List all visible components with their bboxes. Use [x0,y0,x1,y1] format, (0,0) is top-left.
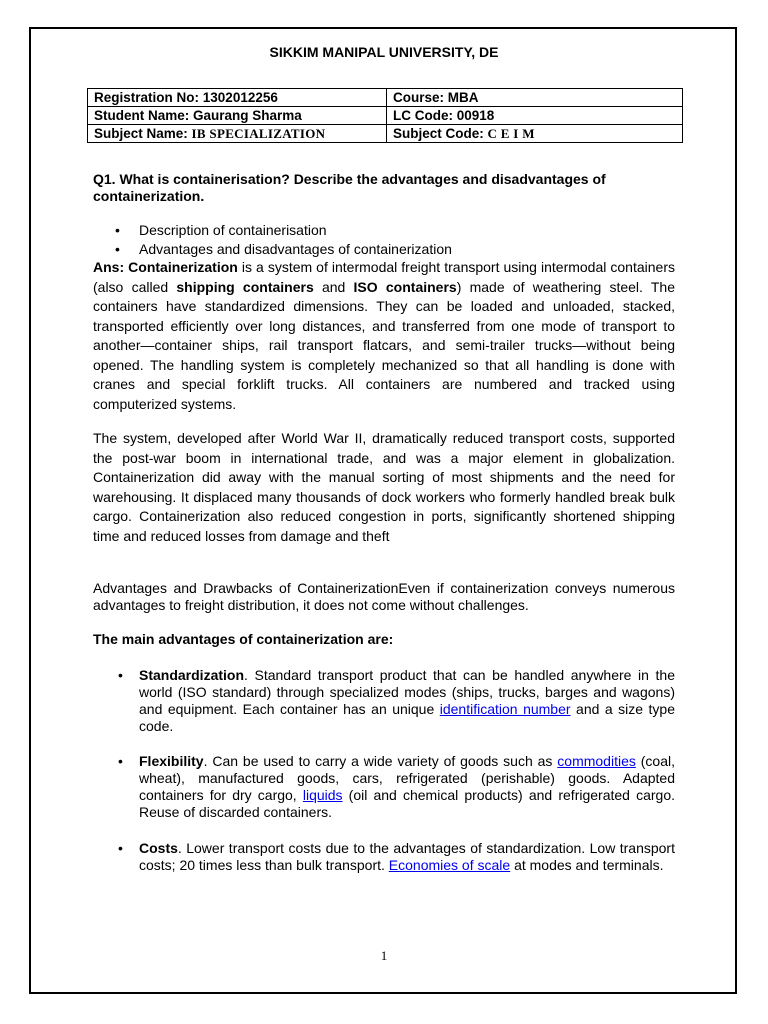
advantage-standardization [139,667,675,735]
advantage-text: . Can be used to carry a wide variety of goods such as [203,753,558,769]
liquids-link[interactable]: liquids [302,787,343,803]
answer-term: Containerization [128,259,238,275]
table-row [88,107,683,125]
course-value: MBA [447,89,479,105]
bullet-item: Advantages and disadvantages of containerization [139,241,452,257]
table-row [88,125,683,143]
advantage-text: (coal, wheat), manufactured goods, cars, refrigerated (perishable) goods. Adapted containers for dry cargo, [139,753,675,803]
answer-label: Ans: [93,259,125,275]
bullet-icon: • [115,222,120,238]
table-row [88,89,683,107]
drawbacks-paragraph: Advantages and Drawbacks of ContainerizationEven if containerization conveys numerous advantages to freight distribution, it does not come without challenges. [93,580,675,613]
student-name-value: Gaurang Sharma [193,107,302,123]
advantage-title: Flexibility [139,753,204,769]
advantage-costs [139,840,675,874]
advantage-title: Costs [139,840,178,856]
course-cell [387,89,683,107]
lc-code-cell [387,107,683,125]
answer-paragraph [93,258,675,414]
subject-code-label: Subject Code: [393,125,484,141]
bullet-icon: • [118,840,123,856]
lc-code-label: LC Code: [393,107,453,123]
identification-number-link[interactable]: identification number [439,701,571,717]
answer-text: ) made of weathering steel. The containers have standardized dimensions. They can be loaded and unloaded, stacked, transported efficiently over long distances, and transferred from one mode of transport to another—container ships, rail transport flatcars, and semi-trailer trucks—without being opened. The handling system is completely mechanized so that all handling is done with cranes and special forklift trucks. All containers are numbered and tracked using computerized systems. [93,278,676,412]
advantage-flexibility [139,753,675,821]
answer-term: shipping containers [176,278,314,295]
student-name-label: Student Name: [94,107,190,123]
bullet-icon: • [115,241,120,257]
course-label: Course: [393,89,445,105]
student-info-table [87,88,683,143]
bullet-icon: • [118,667,123,683]
answer-term: ISO containers [353,278,457,295]
question-heading: Q1. What is containerisation? Describe the advantages and disadvantages of containerization. [93,171,606,204]
subject-name-value: IB SPECIALIZATION [191,125,326,141]
lc-code-value: 00918 [456,107,495,123]
answer-text: and [313,278,354,295]
registration-label: Registration No: [94,89,200,105]
advantage-text: . Lower transport costs due to the advantages of standardization. Low transport costs; 20 times less than bulk transport. [139,840,675,873]
commodities-link[interactable]: commodities [557,753,636,769]
advantage-title: Standardization [139,667,245,683]
history-paragraph: The system, developed after World War II, dramatically reduced transport costs, supported the post-war boom in international trade, and was a major element in globalization. Containerization did away with the manual sorting of most shipments and the need for warehousing. It displaced many thousands of dock workers who formerly handled break bulk cargo. Containerization also reduced congestion in ports, significantly shortened shipping time and reduced losses from damage and theft [93,430,675,544]
bullet-item: Description of containerisation [139,222,327,238]
student-name-cell [88,107,387,125]
subject-name-cell [88,125,387,143]
answer-text: is a system of intermodal freight transport using intermodal containers (also called [93,259,675,295]
advantage-text: and a size type code. [139,701,676,734]
subject-code-cell [387,125,683,143]
advantage-text: (oil and chemical products) and refrigerated cargo. Reuse of discarded containers. [139,787,675,820]
economies-of-scale-link[interactable]: Economies of scale [388,857,511,873]
page-number: 1 [380,948,388,963]
university-title: SIKKIM MANIPAL UNIVERSITY, DE [269,44,499,60]
registration-cell [88,89,387,107]
registration-value: 1302012256 [202,89,278,105]
subject-code-value: C E I M [487,125,535,141]
bullet-icon: • [118,753,123,769]
advantages-heading: The main advantages of containerization are: [93,631,394,647]
advantage-text: at modes and terminals. [510,857,664,873]
subject-name-label: Subject Name: [94,125,188,141]
advantage-text: . Standard transport product that can be handled anywhere in the world (ISO standard) through specialized modes (ships, trucks, barges and wagons) and equipment. Each container has an unique [139,667,675,717]
